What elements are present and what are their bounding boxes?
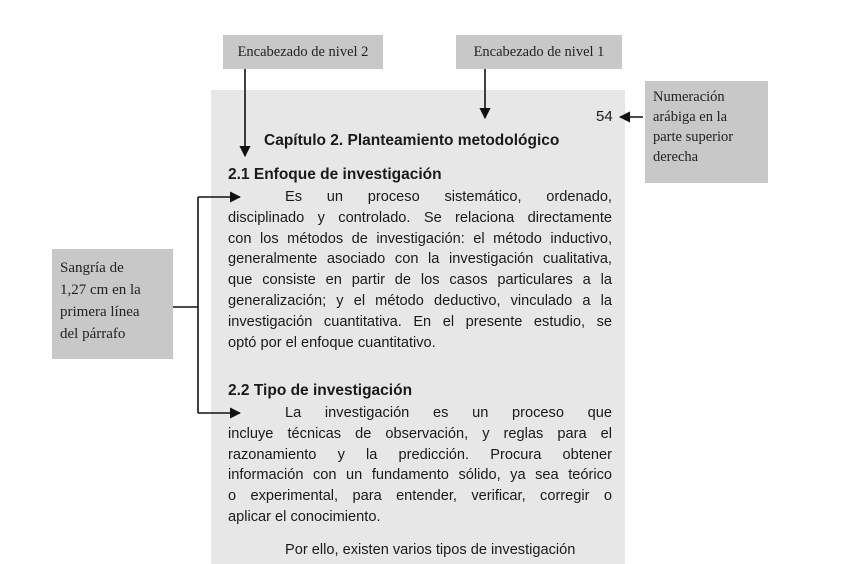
label-heading-level-2-text: Encabezado de nivel 2 [237, 44, 369, 60]
chapter-title: Capítulo 2. Planteamiento metodológico [264, 132, 560, 149]
paragraph-line: aplicar el conocimiento. [228, 508, 381, 525]
label-heading-level-1-text: Encabezado de nivel 1 [473, 44, 605, 60]
label-line: primera línea [60, 304, 140, 320]
paragraph-line: optó por el enfoque cuantitativo. [228, 334, 436, 351]
section-heading-2: 2.2 Tipo de investigación [228, 382, 413, 399]
paragraph-line: disciplinado y controlado. Se relaciona directamente [228, 209, 612, 226]
paragraph-line: Por ello, existen varios tipos de investigación [285, 542, 576, 558]
paragraph-line: Es un proceso sistemático, ordenado, [285, 189, 612, 205]
label-line: parte superior [653, 129, 734, 145]
label-line: 1,27 cm en la [60, 282, 141, 298]
paragraph-line: investigación cuantitativa. En el presente estudio, se [228, 313, 612, 330]
label-line: derecha [653, 149, 699, 165]
paragraph-line: generalmente asociado con la investigación cualitativa, [228, 251, 612, 268]
label-line: del párrafo [60, 326, 126, 342]
label-line: arábiga en la [653, 109, 728, 125]
label-line: Sangría de [60, 260, 124, 276]
page-number: 54 [596, 108, 613, 125]
paragraph-line: información con un fundamento sólido, ya sea teórico [228, 467, 612, 484]
paragraph-line: generalización; y el método deductivo, vinculado a la [228, 292, 612, 309]
paragraph-line: razonamiento y la predicción. Procura obtener [228, 446, 612, 463]
label-line: Numeración [653, 89, 725, 105]
paragraph-line: con los métodos de investigación: el método inductivo, [228, 230, 612, 247]
paragraph-line: La investigación es un proceso que [285, 405, 612, 421]
paragraph-line: que consiste en partir de los casos particulares a la [228, 272, 612, 289]
section-heading-1: 2.1 Enfoque de investigación [228, 166, 442, 183]
paragraph-line: o experimental, para entender, verificar, corregir o [228, 488, 612, 505]
paragraph-line: incluye técnicas de observación, y reglas para el [228, 425, 612, 442]
